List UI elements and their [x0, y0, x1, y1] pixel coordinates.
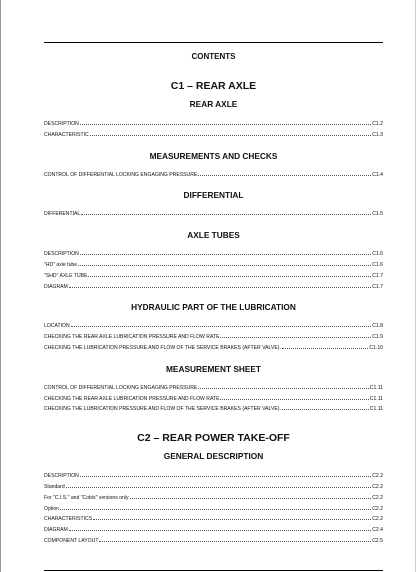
section-title: GENERAL DESCRIPTION: [163, 451, 264, 462]
toc-page-number: C2.2: [372, 483, 383, 490]
toc-entry-label: CHECKING THE REAR AXLE LUBRICATION PRESSURE AND FLOW RATE: [44, 395, 220, 402]
chapter-title: C1 – REAR AXLE: [170, 80, 257, 92]
toc-entry-label: CHECKING THE LUBRICATION PRESSURE AND FLOW OF THE SERVICE BRAKES (AFTER VALVE).: [44, 406, 281, 413]
dot-leader: [90, 135, 372, 136]
dot-leader: [220, 337, 371, 338]
toc-entry[interactable]: [44, 514, 383, 525]
toc-entry[interactable]: [44, 383, 383, 394]
toc-entry[interactable]: [44, 332, 383, 343]
toc-page-number: C2.2: [372, 473, 383, 480]
dot-leader: [80, 476, 371, 477]
section-title: AXLE TUBES: [187, 230, 240, 241]
toc-entry[interactable]: [44, 260, 383, 271]
toc-entry[interactable]: [44, 130, 383, 141]
dot-leader: [60, 509, 371, 510]
section-title: REAR AXLE: [189, 99, 238, 109]
toc-page-number: C1.6: [372, 261, 383, 268]
toc-entry[interactable]: [44, 343, 383, 354]
toc-entry-label: CONTROL OF DIFFERENTIAL LOCKING ENGAGING PRESSURE: [44, 171, 198, 178]
toc-page-number: C1.4: [372, 171, 383, 178]
toc-entry-label: CHARACTERISTICS: [44, 516, 93, 523]
toc-entry[interactable]: [44, 271, 383, 282]
footer-rule: [44, 570, 383, 571]
header-rule: [44, 42, 383, 43]
page-right-edge: [415, 0, 416, 572]
dot-leader: [80, 254, 371, 255]
toc-page-number: C2.4: [372, 527, 383, 534]
toc-entry[interactable]: [44, 482, 383, 493]
toc-entry-label: For "C.I.S." and "Cobis" versions only: [44, 494, 129, 501]
dot-leader: [130, 498, 372, 499]
toc-entry-label: DIAGRAM: [44, 283, 68, 290]
toc-entry[interactable]: [44, 119, 383, 130]
toc-page-number: C1.6: [372, 251, 383, 258]
toc-page-number: C1.5: [372, 211, 383, 218]
dot-leader: [198, 388, 368, 389]
toc-page-number: C1.7: [372, 272, 383, 279]
toc-entry-label: DESCRIPTION: [44, 121, 79, 127]
section-title: HYDRAULIC PART OF THE LUBRICATION: [131, 302, 296, 313]
contents-heading: CONTENTS: [191, 52, 236, 61]
toc-entry[interactable]: [44, 209, 383, 220]
dot-leader: [99, 541, 371, 542]
toc-entry[interactable]: [44, 525, 383, 536]
dot-leader: [69, 287, 371, 288]
dot-leader: [66, 487, 372, 488]
toc-entry[interactable]: [44, 536, 383, 547]
dot-leader: [88, 276, 371, 277]
toc-entry-label: CHECKING THE LUBRICATION PRESSURE AND FLOW OF THE SERVICE BRAKES (AFTER VALVE).: [44, 344, 281, 351]
section-title: MEASUREMENTS AND CHECKS: [149, 150, 278, 161]
toc-page-number: C1.9: [372, 334, 383, 341]
toc-page-number: C1.10: [369, 344, 383, 351]
dot-leader: [198, 175, 371, 176]
toc-entry[interactable]: [44, 321, 383, 332]
toc-page-number: C2.2: [372, 494, 383, 501]
dot-leader: [220, 399, 368, 400]
toc-entry-label: CHECKING THE REAR AXLE LUBRICATION PRESSURE AND FLOW RATE: [44, 334, 220, 341]
toc-page-number: C1.11: [369, 384, 383, 391]
toc-entry[interactable]: [44, 493, 383, 504]
dot-leader: [81, 214, 371, 215]
dot-leader: [80, 124, 371, 125]
toc-page-number: C1.11: [369, 406, 383, 413]
toc-entry-label: DIAGRAM: [44, 527, 68, 534]
toc-page-number: C1.3: [372, 131, 383, 138]
page-left-edge: [0, 0, 1, 572]
dot-leader: [78, 265, 371, 266]
table-of-contents: [44, 52, 383, 547]
toc-page-number: C2.2: [372, 505, 383, 512]
toc-entry-label: "HD" axle tube: [44, 261, 78, 268]
toc-entry-label: Option: [44, 505, 60, 512]
toc-entry[interactable]: [44, 249, 383, 260]
toc-page-number: C2.2: [372, 516, 383, 523]
toc-entry-label: DIFFERENTIAL: [44, 211, 81, 218]
toc-entry-label: DESCRIPTION: [44, 251, 79, 258]
toc-entry[interactable]: [44, 282, 383, 293]
toc-page-number: C2.5: [372, 537, 383, 544]
toc-entry-label: DESCRIPTION: [44, 473, 79, 480]
toc-entry[interactable]: [44, 504, 383, 515]
toc-page-number: C1.8: [372, 323, 383, 330]
toc-page-number: C1.2: [372, 121, 383, 127]
section-title: DIFFERENTIAL: [183, 190, 244, 201]
dot-leader: [282, 348, 369, 349]
toc-page-number: C1.7: [372, 283, 383, 290]
toc-entry-label: "SHD" AXLE TUBE: [44, 272, 88, 279]
toc-entry-label: COMPONENT LAYOUT: [44, 537, 99, 544]
toc-entry-label: Standard: [44, 483, 65, 490]
toc-entry-label: CONTROL OF DIFFERENTIAL LOCKING ENGAGING PRESSURE: [44, 384, 198, 391]
section-title: MEASUREMENT SHEET: [166, 363, 261, 374]
dot-leader: [71, 326, 372, 327]
toc-entry[interactable]: [44, 404, 383, 415]
toc-entry[interactable]: [44, 170, 383, 181]
toc-entry[interactable]: [44, 471, 383, 482]
toc-entry-label: LOCATION: [44, 323, 70, 330]
chapter-title: C2 – REAR POWER TAKE-OFF: [137, 432, 290, 445]
toc-page-number: C1.11: [369, 395, 383, 402]
toc-entry-label: CHARACTERISTIC: [44, 131, 89, 138]
dot-leader: [93, 519, 371, 520]
dot-leader: [69, 530, 371, 531]
dot-leader: [282, 409, 369, 410]
toc-entry[interactable]: [44, 394, 383, 405]
